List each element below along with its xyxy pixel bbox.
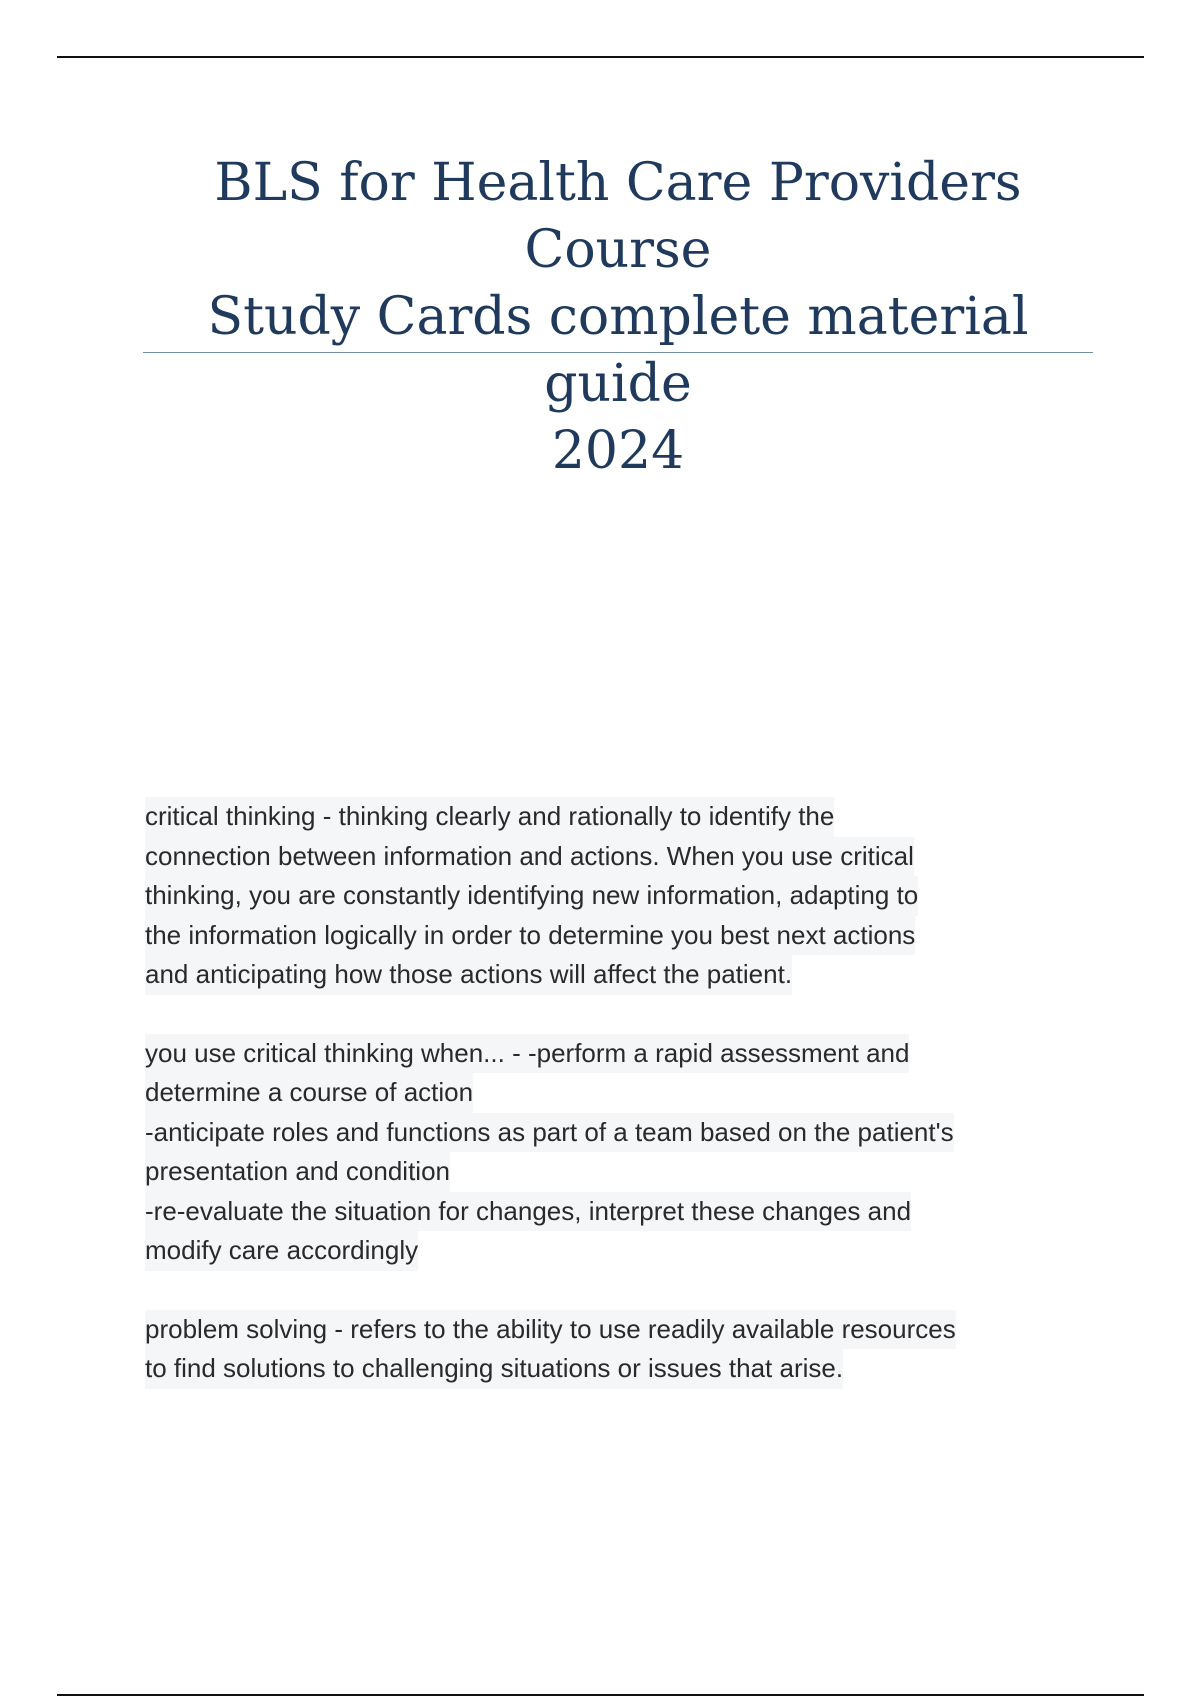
study-cards (145, 797, 1085, 1428)
title-underline (143, 352, 1093, 353)
title-line-2: Study Cards complete material guide (207, 287, 1029, 414)
card-problem-solving (145, 1310, 1085, 1389)
card-text-line: and anticipating how those actions will affect the patient. (145, 955, 792, 995)
card-text-line: you use critical thinking when... - -perform a rapid assessment and (145, 1034, 909, 1074)
card-text-line: connection between information and actions. When you use critical (145, 837, 914, 877)
card-text-line: problem solving - refers to the ability to use readily available resources (145, 1310, 956, 1350)
card-text-line: critical thinking - thinking clearly and rationally to identify the (145, 797, 834, 837)
card-text-line: the information logically in order to determine you best next actions (145, 916, 915, 956)
card-text-line: -re-evaluate the situation for changes, interpret these changes and (145, 1192, 911, 1232)
card-critical-thinking (145, 797, 1085, 995)
title-line-1: BLS for Health Care Providers Course (214, 153, 1022, 280)
card-critical-thinking-when (145, 1034, 1085, 1271)
title-line-3: 2024 (551, 421, 685, 481)
page-bottom-rule (57, 1694, 1144, 1696)
card-text-line: presentation and condition (145, 1152, 450, 1192)
card-text-line: determine a course of action (145, 1073, 473, 1113)
page-top-rule (57, 56, 1144, 58)
card-text-line: thinking, you are constantly identifying new information, adapting to (145, 876, 918, 916)
card-text-line: to find solutions to challenging situations or issues that arise. (145, 1349, 843, 1389)
card-text-line: modify care accordingly (145, 1231, 418, 1271)
card-text-line: -anticipate roles and functions as part of a team based on the patient's (145, 1113, 954, 1153)
title-block (143, 150, 1093, 485)
document-title (143, 150, 1093, 485)
